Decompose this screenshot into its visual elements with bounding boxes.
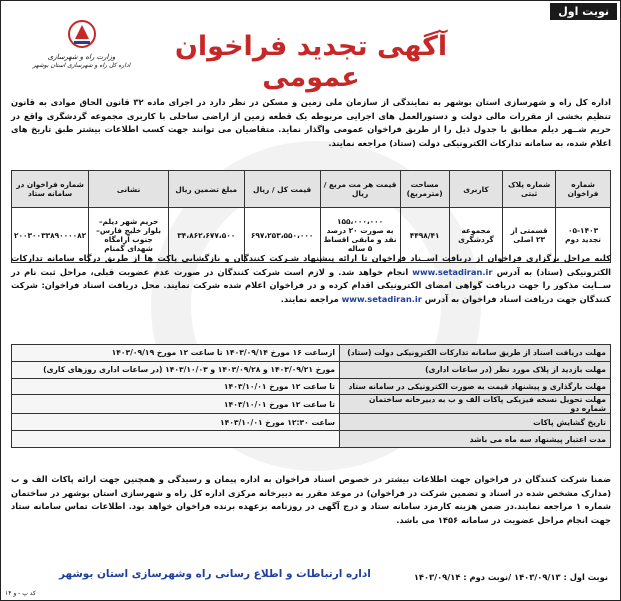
schedule-label: مدت اعتبار پیشنهاد سه ماه می باشد	[340, 431, 611, 448]
ministry-logo	[9, 17, 154, 70]
cell-plaque: قسمتی از ۲۳ اصلی	[503, 208, 556, 263]
cell-address: حریم شهر دیلم–بلوار خلیج فارس–جنوب آرامگاه شهدای گمنام	[89, 208, 169, 263]
intro-paragraph: اداره کل راه و شهرسازی استان بوشهر به نمایندگی از سازمان ملی زمین و مسکن در نظر دارد در اجرای ماده ۳۲ قانون الحاق موادی به قانون تنظیم بخشی از مقررات مالی دولت و دستورالعمل های اجرایی مربوطه یک قطعه زمین از اراضی ساحلی با کاربری مجموعه گردشگری واقع در حریم شــهر دیلم مطابق با جدول ذیل را از طریق فراخوان عمومی واگذار نماید. متقاضیان می توانند جهت کسب اطلاعات بیشتر طبق تاریخ های اعلام شده، به سامانه تدارکات الکترونیکی دولت (ستاد) مراجعه نمایند.	[11, 97, 612, 148]
cell-setad-no: ۲۰۰۳۰۰۳۳۸۹۰۰۰۰۸۲	[12, 208, 89, 263]
schedule-value	[12, 431, 340, 448]
notes-paragraph: ضمنا شرکت کنندگان در فراخوان جهت اطلاعات بیشتر در خصوص اسناد فراخوان به اداره پیمان و رسیدگی و همچنین جهت ارائه پاکات الف و ب (مدارک مشخص شده در اسناد و تضمین شرکت در فراخوان) در موعد مقرر به دبیرخانه مرکزی اداره کل راه و شهرسازی استان بوشهر در ساختمان شماره ۱ مراجعه نمایند.در ضمن هزینه کارمزد سامانه ستاد و درج آگهی در روزنامه برعهده برنده فراخوان خواهد بود. اطلاعات تماس سامانه ستاد جهت انجام مراحل عضویت در سامانه ۱۴۵۶ می باشد.	[11, 474, 612, 525]
land-table	[11, 170, 611, 263]
schedule-label: مهلت دریافت اسناد از طریق سامانه تدارکات الکترونیکی دولت (ستاد)	[340, 345, 611, 362]
schedule-row	[12, 378, 611, 395]
logo-line-ministry: وزارت راه و شهرسازی	[47, 53, 116, 61]
cell-usage: مجموعه گردشگری	[449, 208, 503, 263]
schedule-row	[12, 361, 611, 378]
unit-price-note: به صورت ۲۰ درصد نقد و مابقی اقساط ۵ ساله	[323, 226, 397, 253]
cell-total-price: ۶۹۷،۲۵۳،۵۵۰،۰۰۰	[244, 208, 320, 263]
unit-price-value: ۱۵۵،۰۰۰،۰۰۰	[336, 217, 384, 226]
logo-line-office: اداره کل راه و شهرسازی استان بوشهر	[32, 62, 131, 69]
round-badge: نوبت اول	[550, 3, 617, 20]
setad-link-1[interactable]: www.setadiran.ir	[412, 266, 493, 277]
schedule-value: ازساعت ۱۶ مورخ ۱۴۰۳/۰۹/۱۴ تا ساعت ۱۲ مورخ ۱۴۰۳/۰۹/۱۹	[12, 345, 340, 362]
schedule-value: تا ساعت ۱۲ مورخ ۱۴۰۳/۱۰/۰۱	[12, 395, 340, 414]
procedure-text-2: انجام خواهد شد. و لازم است شرکت کنندگان در صورت عدم عضویت قبلی، مراحل ثبت نام در ســایت مذکور را جهت دریافت گواهی امضای الکترونیکی اقدام کرده و در فراخوان اعلام شده شرکت نمایند. محل دریافت اسناد فراخوان: شرکت کنندگان جهت دریافت اسناد فراخوان به آدرس	[11, 266, 611, 304]
cell-guarantee: ۳۴،۸۶۲،۶۷۷،۵۰۰	[168, 208, 244, 263]
header-usage: کاربری	[449, 171, 503, 208]
cell-area: ۴۴۹۸/۴۱	[400, 208, 449, 263]
header-unit-price: قیمت هر مت مربع / ریال	[320, 171, 400, 208]
procedure-text-3: مراجعه نمایند.	[280, 293, 339, 304]
procedure-paragraph	[11, 252, 611, 306]
schedule-value: مورخ ۱۴۰۳/۰۹/۲۱ و ۱۴۰۳/۰۹/۲۸ و ۱۴۰۳/۱۰/۰۳ (در ساعات اداری روزهای کاری)	[12, 361, 340, 378]
header-setad-no: شماره فراخوان در سامانه ستاد	[12, 171, 89, 208]
ministry-emblem-icon	[65, 17, 99, 53]
schedule-row	[12, 345, 611, 362]
schedule-table	[11, 344, 611, 448]
header-total-price: قیمت کل / ریال	[244, 171, 320, 208]
publication-dates: نوبت اول : ۱۴۰۳/۰۹/۱۳ /نوبت دوم : ۱۴۰۳/۰۹/۱۴	[413, 572, 608, 582]
header-call-no: شماره فراخوان	[556, 171, 611, 208]
header-area: مساحت (مترمربع)	[400, 171, 449, 208]
setad-link-2[interactable]: www.setadiran.ir	[341, 293, 422, 304]
schedule-row	[12, 414, 611, 431]
schedule-value: تا ساعت ۱۲ مورخ ۱۴۰۳/۱۰/۰۱	[12, 378, 340, 395]
office-signature: اداره ارتباطات و اطلاع رسانی راه وشهرسازی استان بوشهر	[59, 568, 371, 580]
ad-code: کد پ - و ۱۴	[5, 590, 36, 597]
header-address: نشانی	[89, 171, 169, 208]
table-header-row	[12, 171, 611, 208]
cell-call-no: ۰۵-۱۴۰۳ تجدید دوم	[556, 208, 611, 263]
page-title: آگهی تجدید فراخوان عمومی	[174, 31, 448, 93]
schedule-label: مهلت بارگذاری و پیشنهاد قیمت به صورت الکترونیکی در سامانه ستاد	[340, 378, 611, 395]
procedure-text-1: کلیه مراحل برگزاری فراخوان از دریافت اســناد فراخوان تا ارائه پیشنهاد شـرکت کنندگان و بازگشایی پاکت ها از طریق درگاه سامانه تدارکات الکترونیکی (ستاد) به آدرس	[11, 253, 612, 277]
schedule-label: تاریخ گشایش پاکات	[340, 414, 611, 431]
schedule-label: مهلت تحویل نسخه فیزیکی پاکات الف و ب به دبیرخانه ساختمان شماره دو	[340, 395, 611, 414]
schedule-value: ساعت ۱۲:۳۰ مورخ ۱۴۰۳/۱۰/۰۱	[12, 414, 340, 431]
schedule-row	[12, 395, 611, 414]
header-guarantee: مبلغ تضمین ریال	[168, 171, 244, 208]
schedule-row	[12, 431, 611, 448]
header-plaque: شماره پلاک ثبتی	[503, 171, 556, 208]
schedule-label: مهلت بازدید از پلاک مورد نظر (در ساعات اداری)	[340, 361, 611, 378]
